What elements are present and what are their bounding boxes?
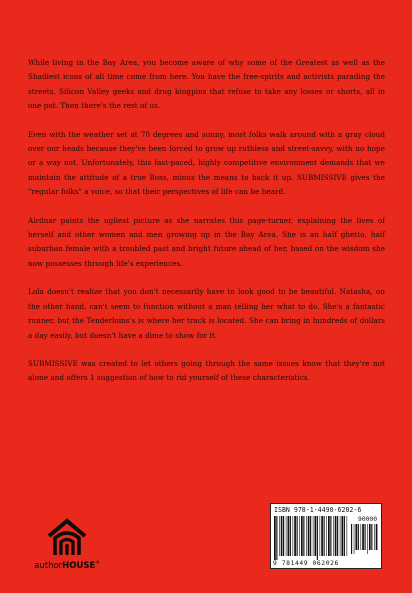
ean-digits: 9 781449 062026 [273, 560, 339, 567]
blurb-paragraph-1: While living in the Bay Area, you become aware of why some of the Greatest as well as the Shadiest icons of all time come from here. You have the free-spirits and activists parading the streets, Silicon Valley geeks and drug kingpins that refuse to take any losses or shorts, all in one pot. Then there's the rest of us. [28, 58, 385, 111]
barcode-icon [274, 516, 348, 560]
publisher-name-bold: HOUSE [62, 561, 96, 571]
blurb-paragraph-3: Airdnar paints the ugliest picture as she narrates this page-turner, explaining the lives of herself and other women and men growing up in the Bay Area. She is an half ghetto, half suburban female with a troubled past and bright future ahead of her, based on the wisdom she now possesses through life's experiences. [28, 215, 385, 268]
blurb-paragraph-4: Lola doesn't realize that you don't necessarily have to look good to be beautiful. Natasha, on the other hand, can't seem to function without a man telling her what to do. She's a fantastic runner, but the Tenderloins's is where her track is located. She can bring in hundreds of dollars a day easily, but doesn't have a dime to show for it. [28, 287, 385, 340]
isbn-barcode [270, 503, 382, 569]
blurb-paragraph-2: Even with the weather set at 70 degrees and sunny, most folks walk around with a gray cloud over our heads because they've been forced to grow up ruthless and street-savvy, with no hope or a way out. Unfortunately, this fast-paced, highly competitive environment demands that we maintain the attitude of a true Boss, minus the means to back it up. SUBMISSIVE gives the "regular folks" a voice, so that their perspectives of life can be heard. [28, 129, 385, 197]
registered-mark: ® [95, 561, 100, 567]
price-code: 90000 [358, 516, 377, 523]
isbn-number: ISBN 978-1-4490-6202-6 [274, 506, 362, 514]
authorhouse-logo-icon [45, 518, 89, 558]
back-cover-blurb [28, 56, 385, 400]
barcode-addon-icon [351, 524, 378, 554]
publisher-logo [26, 518, 108, 570]
publisher-name-light: author [34, 561, 63, 571]
publisher-name [26, 561, 108, 571]
blurb-paragraph-5: SUBMISSIVE was created to let others going through the same issues know that they're not alone and offers 1 suggestion of how to rid yourself of these characteristics. [28, 358, 385, 383]
